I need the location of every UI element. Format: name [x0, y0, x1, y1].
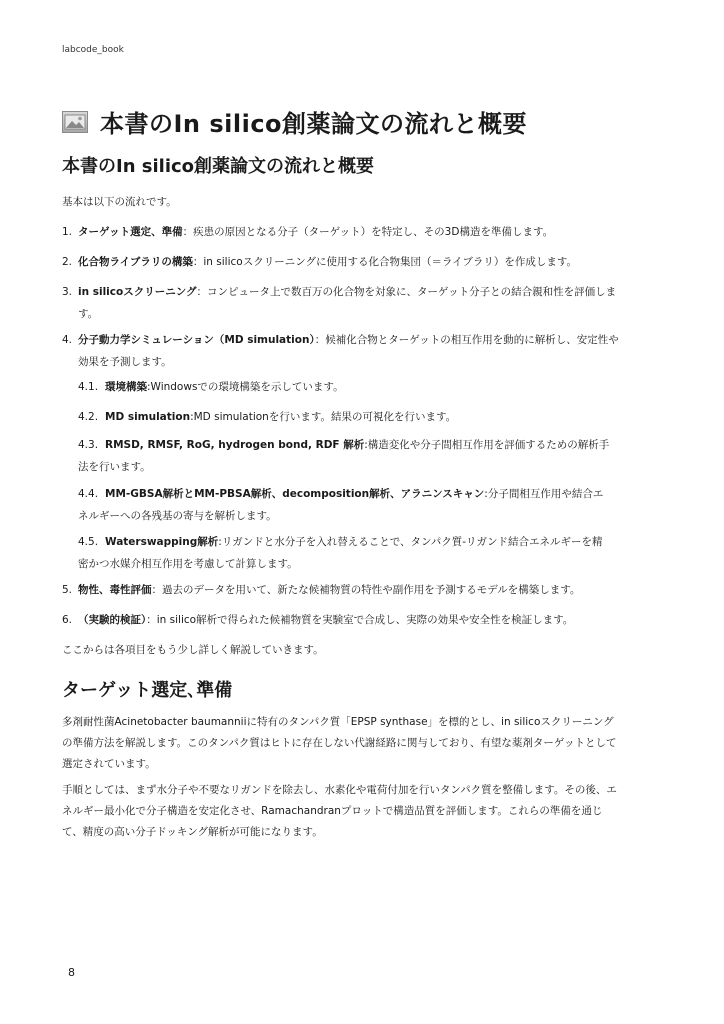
paragraph: 手順としては、まず水分子や不要なリガンドを除去し、水素化や電荷付加を行いタンパク質を整備します。その後、エネルギー最小化で分子構造を安定化させ、Ramachandranプロットで構造品質を評価します。これらの準備を通じて、精度の高い分子ドッキング解析が可能になります。 — [62, 784, 617, 838]
section2-title: ターゲット選定､準備 — [62, 680, 233, 701]
list-item-text: :MD simulationを行います。結果の可視化を行います。 — [190, 411, 457, 423]
list-item — [62, 579, 610, 601]
sub-list-item — [78, 406, 610, 428]
list-item-text: ：in silicoスクリーニングに使用する化合物集団（＝ライブラリ）を作成します。 — [192, 256, 578, 268]
list-number: 5. — [62, 584, 73, 596]
list-item-text: :リガンドと水分子を入れ替えることで、タンパク質-リガンド結合エネルギーを精密かつ水媒介相互作用を考慮して計算します。 — [78, 536, 603, 570]
list-number: 2. — [62, 256, 73, 268]
list-item-title: ターゲット選定、準備 — [78, 226, 183, 238]
list-item-text: ：疾患の原因となる分子（ターゲット）を特定し、その3D構造を準備します。 — [182, 226, 554, 238]
list-item-title: in silicoスクリーニング — [78, 286, 197, 298]
page-number: 8 — [68, 966, 75, 979]
list-item-text: :Windowsでの環境構築を示しています。 — [147, 381, 344, 393]
list-item — [62, 251, 610, 273]
list-number: 4.3. — [78, 439, 99, 451]
paragraph: 多剤耐性菌Acinetobacter baumanniiに特有のタンパク質「EPSP synthase」を標的とし、in silicoスクリーニングの準備方法を解説します。このタンパク質はヒトに存在しない代謝経路に関与しており、有望な薬剤ターゲットとして選定されています。 — [62, 716, 617, 770]
list-item-title: MD simulation — [105, 411, 191, 423]
list-item-title: Waterswapping解析 — [105, 536, 219, 548]
list-item-text: :構造変化や分子間相互作用を評価するための解析手法を行います。 — [78, 439, 610, 473]
list-item-title: 環境構築 — [105, 381, 147, 393]
section-title: 本書のIn silico創薬論文の流れと概要 — [62, 156, 375, 177]
sub-list-item — [78, 483, 610, 527]
list-item-text: ：コンピュータ上で数百万の化合物を対象に、ターゲット分子との結合親和性を評価します。 — [78, 286, 617, 320]
list-item — [62, 281, 626, 325]
outro-text: ここからは各項目をもう少し詳しく解説していきます。 — [62, 644, 324, 656]
list-item-text: ：in silico解析で得られた候補物質を実験室で合成し、実際の効果や安全性を検証します。 — [146, 614, 574, 626]
list-item-title: RMSD, RMSF, RoG, hydrogen bond, RDF 解析 — [105, 439, 365, 451]
list-item-title: MM-GBSA解析とMM-PBSA解析、decomposition解析、アラニンスキャン — [105, 488, 485, 500]
chapter-title — [62, 104, 527, 139]
list-number: 4.2. — [78, 411, 99, 423]
list-number: 4.1. — [78, 381, 99, 393]
list-item-text: ：過去のデータを用いて、新たな候補物質の特性や副作用を予測するモデルを構築します。 — [151, 584, 581, 596]
list-item-title: 分子動力学シミュレーション（MD simulation） — [78, 334, 315, 346]
list-item-text: ：候補化合物とターゲットの相互作用を動的に解析し、安定性や効果を予測します。 — [78, 334, 619, 368]
running-header: labcode_book — [62, 45, 124, 55]
list-number: 4.5. — [78, 536, 99, 548]
list-number: 4. — [62, 334, 73, 346]
list-item — [62, 609, 610, 631]
list-item-title: （実験的検証） — [78, 614, 147, 626]
list-item — [62, 329, 626, 373]
list-item — [62, 221, 610, 243]
intro-text: 基本は以下の流れです。 — [62, 196, 177, 208]
image-icon — [62, 111, 88, 133]
list-number: 3. — [62, 286, 73, 298]
list-item-text: :分子間相互作用や結合エネルギーへの各残基の寄与を解析します。 — [78, 488, 604, 522]
chapter-title-text: 本書のIn silico創薬論文の流れと概要 — [100, 110, 528, 138]
list-item-title: 化合物ライブラリの構築 — [78, 256, 193, 268]
sub-list-item — [78, 376, 610, 398]
sub-list-item — [78, 531, 610, 575]
sub-list-item — [78, 434, 610, 478]
list-number: 6. — [62, 614, 73, 626]
list-item-title: 物性、毒性評価 — [78, 584, 152, 596]
list-number: 4.4. — [78, 488, 99, 500]
list-number: 1. — [62, 226, 73, 238]
